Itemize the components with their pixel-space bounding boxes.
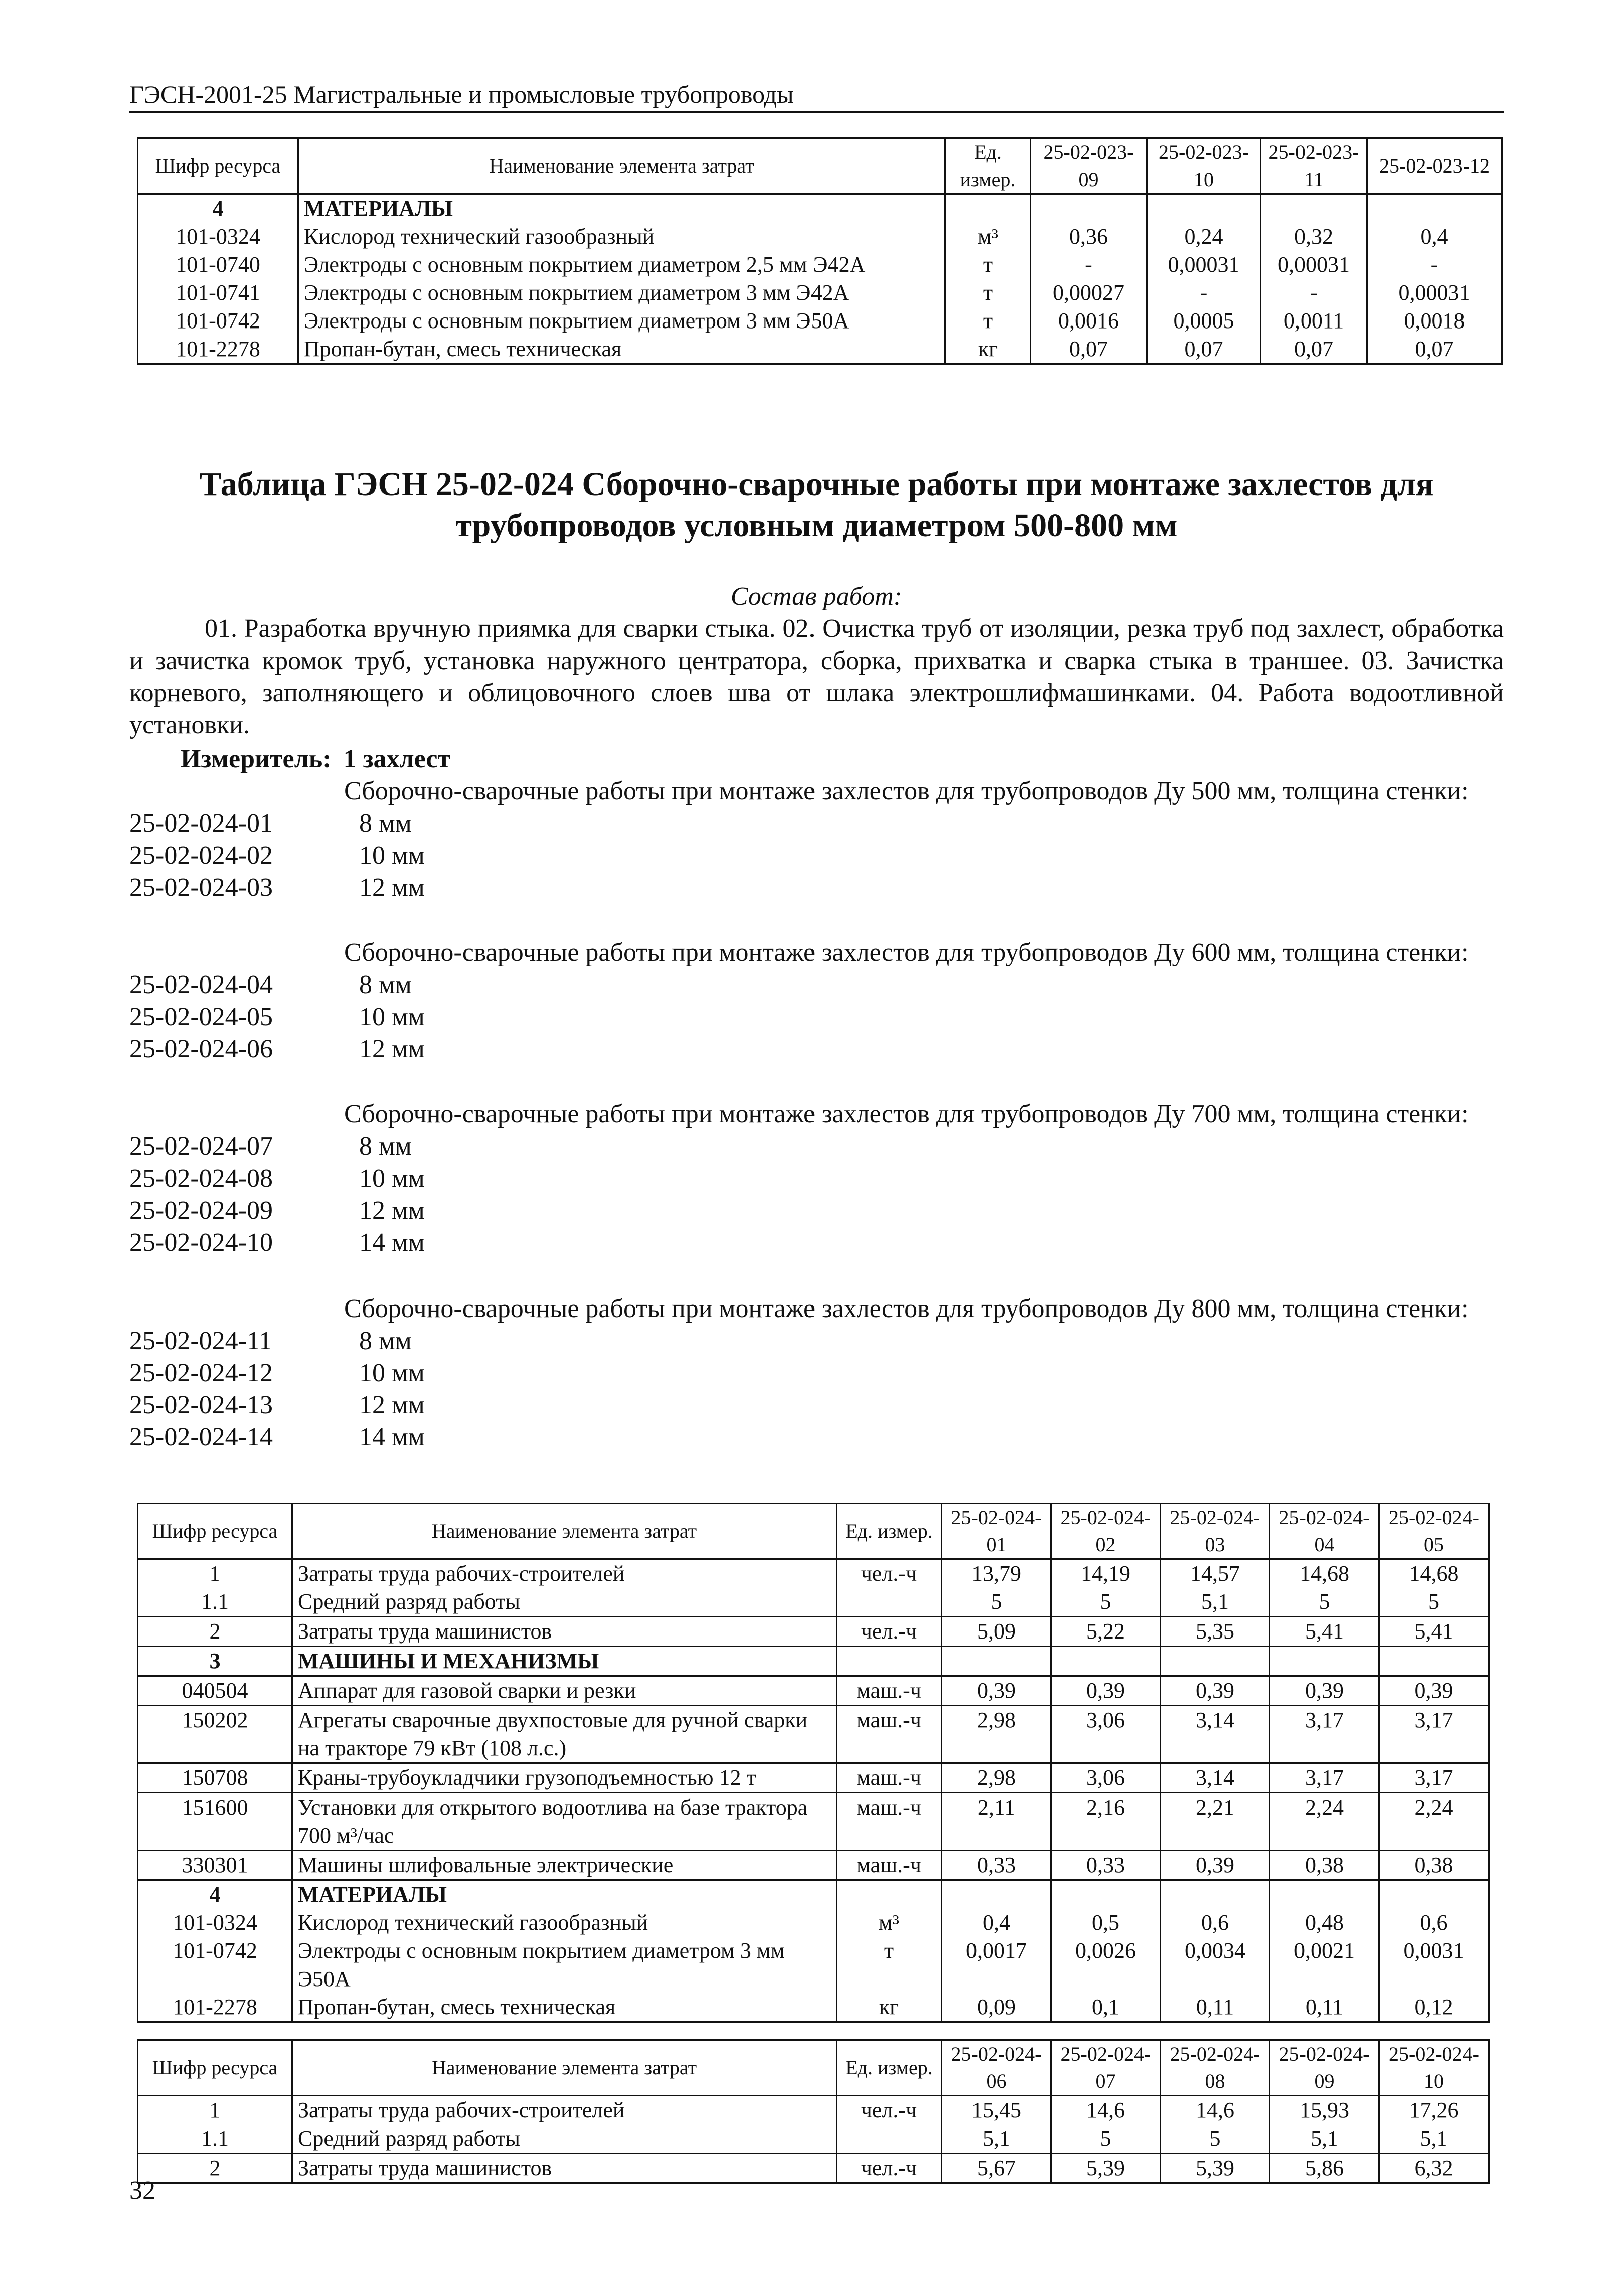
resource-value: 0,07 — [1031, 335, 1147, 364]
resource-name: Кислород технический газообразный — [292, 1909, 837, 1937]
resource-value: - — [1261, 279, 1367, 307]
header-col: 25-02-023-11 — [1261, 138, 1367, 194]
resource-name: Электроды с основным покрытием диаметром 3 мм Э50А — [298, 307, 945, 335]
norm-thickness: 8 мм — [359, 970, 412, 999]
section-code: 4 — [138, 194, 298, 223]
norm-thickness: 10 мм — [359, 1003, 425, 1031]
header-unit: Ед. измер. — [945, 138, 1031, 194]
resource-name: Электроды с основным покрытием диаметром 3 мм Э42А — [298, 279, 945, 307]
resource-value: 3,17 — [1379, 1763, 1489, 1793]
resource-name: Краны-трубоукладчики грузоподъемностью 12 т — [292, 1763, 837, 1793]
header-col: 25-02-023-10 — [1147, 138, 1261, 194]
resource-value: 0,00031 — [1261, 251, 1367, 279]
section-row — [138, 1647, 1489, 1676]
resource-name: Пропан-бутан, смесь техническая — [292, 1993, 837, 2022]
norm-code: 25-02-024-12 — [129, 1359, 273, 1387]
resource-value — [1161, 1647, 1270, 1676]
header-col: 25-02-024-08 — [1161, 2040, 1270, 2096]
resource-value — [942, 1880, 1051, 1909]
norm-code: 25-02-024-01 — [129, 809, 273, 838]
header-col: 25-02-024-05 — [1379, 1504, 1489, 1559]
resource-value: 5,39 — [1051, 2154, 1161, 2183]
resource-value: 14,68 — [1379, 1559, 1489, 1588]
composition-text: 01. Разработка вручную приямка для сварки стыка. 02. Очистка труб от изоляции, резка труб под захлест, обработка и зачистка кромок труб, установка наружного центратора, сборка, прихватка и сварка стыка в траншее. 03. Зачистка корневого, заполняющего и облицовочного слоев шва от шлака электрошлифмашинками. 04. Работа водоотливной установки. — [129, 614, 1504, 739]
resource-code: 2 — [138, 1617, 292, 1647]
resource-value: 0,4 — [1367, 223, 1502, 251]
meter-label: Измеритель: — [181, 745, 332, 773]
norm-code: 25-02-024-05 — [129, 1003, 273, 1031]
resource-name: Электроды с основным покрытием диаметром 3 мм Э50А — [292, 1937, 837, 1993]
table-row — [138, 1617, 1489, 1647]
norm-thickness: 12 мм — [359, 1391, 425, 1419]
table-row — [138, 1676, 1489, 1706]
resource-name: МАТЕРИАЛЫ — [292, 1880, 837, 1909]
resource-code: 101-2278 — [138, 1993, 292, 2022]
resource-code: 101-0324 — [138, 1909, 292, 1937]
norm-thickness: 8 мм — [359, 809, 412, 838]
norm-code: 25-02-024-02 — [129, 841, 273, 870]
norm-thickness: 14 мм — [359, 1228, 425, 1257]
resource-name: Затраты труда машинистов — [292, 2154, 837, 2183]
norm-thickness: 12 мм — [359, 873, 425, 902]
resource-value — [1270, 1647, 1379, 1676]
table-row — [138, 279, 1502, 307]
table-header-row — [138, 2040, 1489, 2096]
resource-value: 14,57 — [1161, 1559, 1270, 1588]
resource-unit: маш.-ч — [837, 1676, 942, 1706]
norm-group — [129, 775, 1504, 904]
resource-code: 330301 — [138, 1851, 292, 1880]
resource-value: 15,45 — [942, 2096, 1051, 2125]
resource-value: 0,0026 — [1051, 1937, 1161, 1993]
table-row — [138, 2096, 1489, 2125]
resource-value: 3,06 — [1051, 1706, 1161, 1763]
resource-unit: кг — [837, 1993, 942, 2022]
resource-value: 3,14 — [1161, 1763, 1270, 1793]
resource-value: 0,39 — [1161, 1676, 1270, 1706]
table-row — [138, 307, 1502, 335]
table-row — [138, 251, 1502, 279]
table-row — [138, 1793, 1489, 1851]
table-header-row — [138, 138, 1502, 194]
norm-item — [129, 1227, 1504, 1259]
resource-code: 101-0742 — [138, 1937, 292, 1993]
norm-thickness: 12 мм — [359, 1035, 425, 1063]
resource-value: 0,0005 — [1147, 307, 1261, 335]
resource-value: 5 — [1051, 1588, 1161, 1617]
header-name: Наименование элемента затрат — [292, 2040, 837, 2096]
group-description: Сборочно-сварочные работы при монтаже захлестов для трубопроводов Ду 600 мм, толщина стенки: — [344, 938, 1469, 967]
resource-code: 040504 — [138, 1676, 292, 1706]
norm-thickness: 10 мм — [359, 1359, 425, 1387]
header-name: Наименование элемента затрат — [298, 138, 945, 194]
norm-code: 25-02-024-11 — [129, 1327, 272, 1355]
resource-value: 0,12 — [1379, 1993, 1489, 2022]
resource-value — [1379, 1647, 1489, 1676]
resource-name: Затраты труда машинистов — [292, 1617, 837, 1647]
header-rule — [129, 111, 1504, 113]
resource-value: 2,98 — [942, 1706, 1051, 1763]
norm-code: 25-02-024-09 — [129, 1196, 273, 1225]
norm-item — [129, 840, 1504, 872]
resource-value: 2,21 — [1161, 1793, 1270, 1851]
resource-unit: маш.-ч — [837, 1763, 942, 1793]
composition-heading: Состав работ: — [730, 582, 903, 611]
resource-value: 14,6 — [1161, 2096, 1270, 2125]
section-name: МАТЕРИАЛЫ — [298, 194, 945, 223]
resource-name: МАШИНЫ И МЕХАНИЗМЫ — [292, 1647, 837, 1676]
resource-value: 2,24 — [1270, 1793, 1379, 1851]
table-row — [138, 1706, 1489, 1763]
resource-code: 2 — [138, 2154, 292, 2183]
header-col: 25-02-023-12 — [1367, 138, 1502, 194]
resource-value: 0,0017 — [942, 1937, 1051, 1993]
resource-name: Электроды с основным покрытием диаметром 2,5 мм Э42А — [298, 251, 945, 279]
resource-unit: чел.-ч — [837, 1617, 942, 1647]
resource-value — [1051, 1647, 1161, 1676]
table-row — [138, 1937, 1489, 1993]
resource-value: 0,48 — [1270, 1909, 1379, 1937]
norm-code: 25-02-024-04 — [129, 970, 273, 999]
table-row — [138, 223, 1502, 251]
resource-code: 150202 — [138, 1706, 292, 1763]
norm-item — [129, 1195, 1504, 1227]
resource-value: 0,07 — [1367, 335, 1502, 364]
page-number: 32 — [129, 2176, 155, 2205]
table-row — [138, 1909, 1489, 1937]
resource-value: 0,39 — [1270, 1676, 1379, 1706]
resource-name: Аппарат для газовой сварки и резки — [292, 1676, 837, 1706]
resource-value: 5,1 — [1379, 2124, 1489, 2154]
resource-name: Агрегаты сварочные двухпостовые для ручной сварки на тракторе 79 кВт (108 л.с.) — [292, 1706, 837, 1763]
resource-value — [942, 1647, 1051, 1676]
resource-unit — [837, 2124, 942, 2154]
table-row — [138, 1559, 1489, 1588]
resource-value: 3,14 — [1161, 1706, 1270, 1763]
norm-code: 25-02-024-08 — [129, 1164, 273, 1193]
table-title: Таблица ГЭСН 25-02-024 Сборочно-сварочные работы при монтаже захлестов для трубопроводов условным диаметром 500-800 мм — [199, 466, 1434, 544]
resource-value: 0,32 — [1261, 223, 1367, 251]
resource-value: 0,11 — [1161, 1993, 1270, 2022]
resource-value: 0,0034 — [1161, 1937, 1270, 1993]
resource-value — [1270, 1880, 1379, 1909]
resource-value: 5 — [1379, 1588, 1489, 1617]
header-col: 25-02-024-07 — [1051, 2040, 1161, 2096]
page-header: ГЭСН-2001-25 Магистральные и промысловые трубопроводы — [129, 80, 794, 108]
header-code: Шифр ресурса — [138, 138, 298, 194]
group-description: Сборочно-сварочные работы при монтаже захлестов для трубопроводов Ду 500 мм, толщина стенки: — [344, 777, 1469, 805]
empty-cell — [945, 194, 1031, 223]
norm-item — [129, 1163, 1504, 1195]
resource-value: 13,79 — [942, 1559, 1051, 1588]
resource-value: 5,1 — [942, 2124, 1051, 2154]
resource-code: 4 — [138, 1880, 292, 1909]
table-row — [138, 1993, 1489, 2022]
resource-code: 101-0740 — [138, 251, 298, 279]
norm-item — [129, 807, 1504, 840]
resource-value: 0,00027 — [1031, 279, 1147, 307]
resource-table-023 — [137, 137, 1503, 365]
header-col: 25-02-024-10 — [1379, 2040, 1489, 2096]
resource-value: 5,67 — [942, 2154, 1051, 2183]
norm-item — [129, 1325, 1504, 1357]
resource-value: 5,39 — [1161, 2154, 1270, 2183]
resource-value: 0,38 — [1379, 1851, 1489, 1880]
resource-value: 5,41 — [1270, 1617, 1379, 1647]
resource-value: 0,33 — [1051, 1851, 1161, 1880]
meter-value: 1 захлест — [343, 745, 451, 773]
resource-code: 1 — [138, 1559, 292, 1588]
resource-name: Кислород технический газообразный — [298, 223, 945, 251]
resource-unit — [837, 1588, 942, 1617]
norm-thickness: 10 мм — [359, 1164, 425, 1193]
empty-cell — [1367, 194, 1502, 223]
resource-value: 3,17 — [1270, 1763, 1379, 1793]
header-unit: Ед. измер. — [837, 2040, 942, 2096]
resource-value: 17,26 — [1379, 2096, 1489, 2125]
resource-value: 5 — [1051, 2124, 1161, 2154]
resource-value: 5,09 — [942, 1617, 1051, 1647]
resource-value: 0,36 — [1031, 223, 1147, 251]
resource-unit: т — [945, 251, 1031, 279]
resource-value: 0,38 — [1270, 1851, 1379, 1880]
resource-value: 0,39 — [1161, 1851, 1270, 1880]
norm-code: 25-02-024-07 — [129, 1132, 273, 1161]
header-code: Шифр ресурса — [138, 2040, 292, 2096]
header-col: 25-02-024-03 — [1161, 1504, 1270, 1559]
norm-group — [129, 937, 1504, 1065]
resource-value: - — [1147, 279, 1261, 307]
resource-name: Средний разряд работы — [292, 2124, 837, 2154]
resource-value: - — [1367, 251, 1502, 279]
resource-code: 101-0742 — [138, 307, 298, 335]
resource-value: 0,33 — [942, 1851, 1051, 1880]
resource-unit: чел.-ч — [837, 1559, 942, 1588]
table-row — [138, 335, 1502, 364]
resource-value: 2,24 — [1379, 1793, 1489, 1851]
resource-name: Затраты труда рабочих-строителей — [292, 2096, 837, 2125]
resource-unit: м³ — [945, 223, 1031, 251]
resource-value — [1379, 1880, 1489, 1909]
resource-value: 3,17 — [1379, 1706, 1489, 1763]
norm-item — [129, 1001, 1504, 1033]
resource-value: 0,6 — [1161, 1909, 1270, 1937]
resource-name: Машины шлифовальные электрические — [292, 1851, 837, 1880]
header-name: Наименование элемента затрат — [292, 1504, 837, 1559]
resource-value: 0,11 — [1270, 1993, 1379, 2022]
resource-value: 0,6 — [1379, 1909, 1489, 1937]
resource-value: 0,00031 — [1147, 251, 1261, 279]
norm-thickness: 8 мм — [359, 1327, 412, 1355]
resource-value: 0,0031 — [1379, 1937, 1489, 1993]
resource-value: 3,17 — [1270, 1706, 1379, 1763]
resource-value: 3,06 — [1051, 1763, 1161, 1793]
resource-unit: кг — [945, 335, 1031, 364]
resource-value: 2,16 — [1051, 1793, 1161, 1851]
header-unit: Ед. измер. — [837, 1504, 942, 1559]
norm-item — [129, 969, 1504, 1001]
resource-value: - — [1031, 251, 1147, 279]
resource-value: 0,1 — [1051, 1993, 1161, 2022]
norm-item — [129, 1357, 1504, 1389]
resource-value: 5,1 — [1270, 2124, 1379, 2154]
resource-value: 5,22 — [1051, 1617, 1161, 1647]
meter — [181, 743, 462, 775]
resource-value: 15,93 — [1270, 2096, 1379, 2125]
resource-value: 14,19 — [1051, 1559, 1161, 1588]
resource-value: 5,86 — [1270, 2154, 1379, 2183]
norm-thickness: 8 мм — [359, 1132, 412, 1161]
norm-code: 25-02-024-03 — [129, 873, 273, 902]
resource-value: 0,0021 — [1270, 1937, 1379, 1993]
resource-value: 0,39 — [1051, 1676, 1161, 1706]
resource-unit: т — [945, 279, 1031, 307]
resource-value: 14,68 — [1270, 1559, 1379, 1588]
group-description: Сборочно-сварочные работы при монтаже захлестов для трубопроводов Ду 800 мм, толщина стенки: — [344, 1294, 1469, 1323]
norm-item — [129, 1130, 1504, 1163]
resource-value: 6,32 — [1379, 2154, 1489, 2183]
table-row — [138, 2124, 1489, 2154]
resource-unit: т — [945, 307, 1031, 335]
resource-code: 1.1 — [138, 2124, 292, 2154]
norm-code: 25-02-024-13 — [129, 1391, 273, 1419]
resource-code: 1 — [138, 2096, 292, 2125]
resource-value: 0,5 — [1051, 1909, 1161, 1937]
resource-value: 2,11 — [942, 1793, 1051, 1851]
header-col: 25-02-024-04 — [1270, 1504, 1379, 1559]
table-row — [138, 2154, 1489, 2183]
resource-code: 150708 — [138, 1763, 292, 1793]
norm-item — [129, 1033, 1504, 1065]
table-header-row — [138, 1504, 1489, 1559]
resource-name: Установки для открытого водоотлива на базе трактора 700 м³/час — [292, 1793, 837, 1851]
header-col: 25-02-024-02 — [1051, 1504, 1161, 1559]
norm-code: 25-02-024-10 — [129, 1228, 273, 1257]
resource-value: 0,39 — [1379, 1676, 1489, 1706]
resource-value: 2,98 — [942, 1763, 1051, 1793]
header-code: Шифр ресурса — [138, 1504, 292, 1559]
resource-value: 0,0016 — [1031, 307, 1147, 335]
resource-value: 5 — [1270, 1588, 1379, 1617]
resource-unit — [837, 1647, 942, 1676]
resource-unit: м³ — [837, 1909, 942, 1937]
norm-group — [129, 1098, 1504, 1259]
resource-value: 5,35 — [1161, 1617, 1270, 1647]
resource-unit: чел.-ч — [837, 2096, 942, 2125]
resource-code: 1.1 — [138, 1588, 292, 1617]
resource-unit: маш.-ч — [837, 1706, 942, 1763]
norm-item — [129, 1389, 1504, 1421]
resource-unit: т — [837, 1937, 942, 1993]
resource-value: 0,07 — [1147, 335, 1261, 364]
resource-value: 5,41 — [1379, 1617, 1489, 1647]
norm-code: 25-02-024-06 — [129, 1035, 273, 1063]
section-row — [138, 1880, 1489, 1909]
header-col: 25-02-023-09 — [1031, 138, 1147, 194]
empty-cell — [1261, 194, 1367, 223]
resource-unit: маш.-ч — [837, 1851, 942, 1880]
resource-code: 3 — [138, 1647, 292, 1676]
resource-name: Средний разряд работы — [292, 1588, 837, 1617]
resource-value: 0,24 — [1147, 223, 1261, 251]
header-col: 25-02-024-06 — [942, 2040, 1051, 2096]
group-description: Сборочно-сварочные работы при монтаже захлестов для трубопроводов Ду 700 мм, толщина стенки: — [344, 1100, 1469, 1128]
resource-value: 0,4 — [942, 1909, 1051, 1937]
resource-value — [1051, 1880, 1161, 1909]
norm-group — [129, 1293, 1504, 1453]
header-col: 25-02-024-09 — [1270, 2040, 1379, 2096]
resource-value: 0,09 — [942, 1993, 1051, 2022]
empty-cell — [1147, 194, 1261, 223]
resource-value: 0,07 — [1261, 335, 1367, 364]
resource-value: 5 — [942, 1588, 1051, 1617]
resource-table-024-b — [137, 2039, 1490, 2184]
resource-name: Пропан-бутан, смесь техническая — [298, 335, 945, 364]
resource-table-024-a — [137, 1503, 1490, 2023]
empty-cell — [1031, 194, 1147, 223]
norm-code: 25-02-024-14 — [129, 1423, 273, 1451]
norm-thickness: 14 мм — [359, 1423, 425, 1451]
table-row — [138, 1763, 1489, 1793]
norm-thickness: 12 мм — [359, 1196, 425, 1225]
table-row — [138, 1588, 1489, 1617]
resource-unit: чел.-ч — [837, 2154, 942, 2183]
resource-value: 0,0011 — [1261, 307, 1367, 335]
resource-value: 5 — [1161, 2124, 1270, 2154]
resource-value — [1161, 1880, 1270, 1909]
section-row — [138, 194, 1502, 223]
resource-code: 101-2278 — [138, 335, 298, 364]
norm-thickness: 10 мм — [359, 841, 425, 870]
table-row — [138, 1851, 1489, 1880]
header-col: 25-02-024-01 — [942, 1504, 1051, 1559]
resource-value: 0,0018 — [1367, 307, 1502, 335]
resource-value: 5,1 — [1161, 1588, 1270, 1617]
resource-value: 14,6 — [1051, 2096, 1161, 2125]
resource-code: 151600 — [138, 1793, 292, 1851]
norm-item — [129, 1421, 1504, 1453]
resource-code: 101-0741 — [138, 279, 298, 307]
resource-value: 0,00031 — [1367, 279, 1502, 307]
resource-unit: маш.-ч — [837, 1793, 942, 1851]
resource-code: 101-0324 — [138, 223, 298, 251]
resource-name: Затраты труда рабочих-строителей — [292, 1559, 837, 1588]
resource-value: 0,39 — [942, 1676, 1051, 1706]
resource-unit — [837, 1880, 942, 1909]
norm-item — [129, 872, 1504, 904]
